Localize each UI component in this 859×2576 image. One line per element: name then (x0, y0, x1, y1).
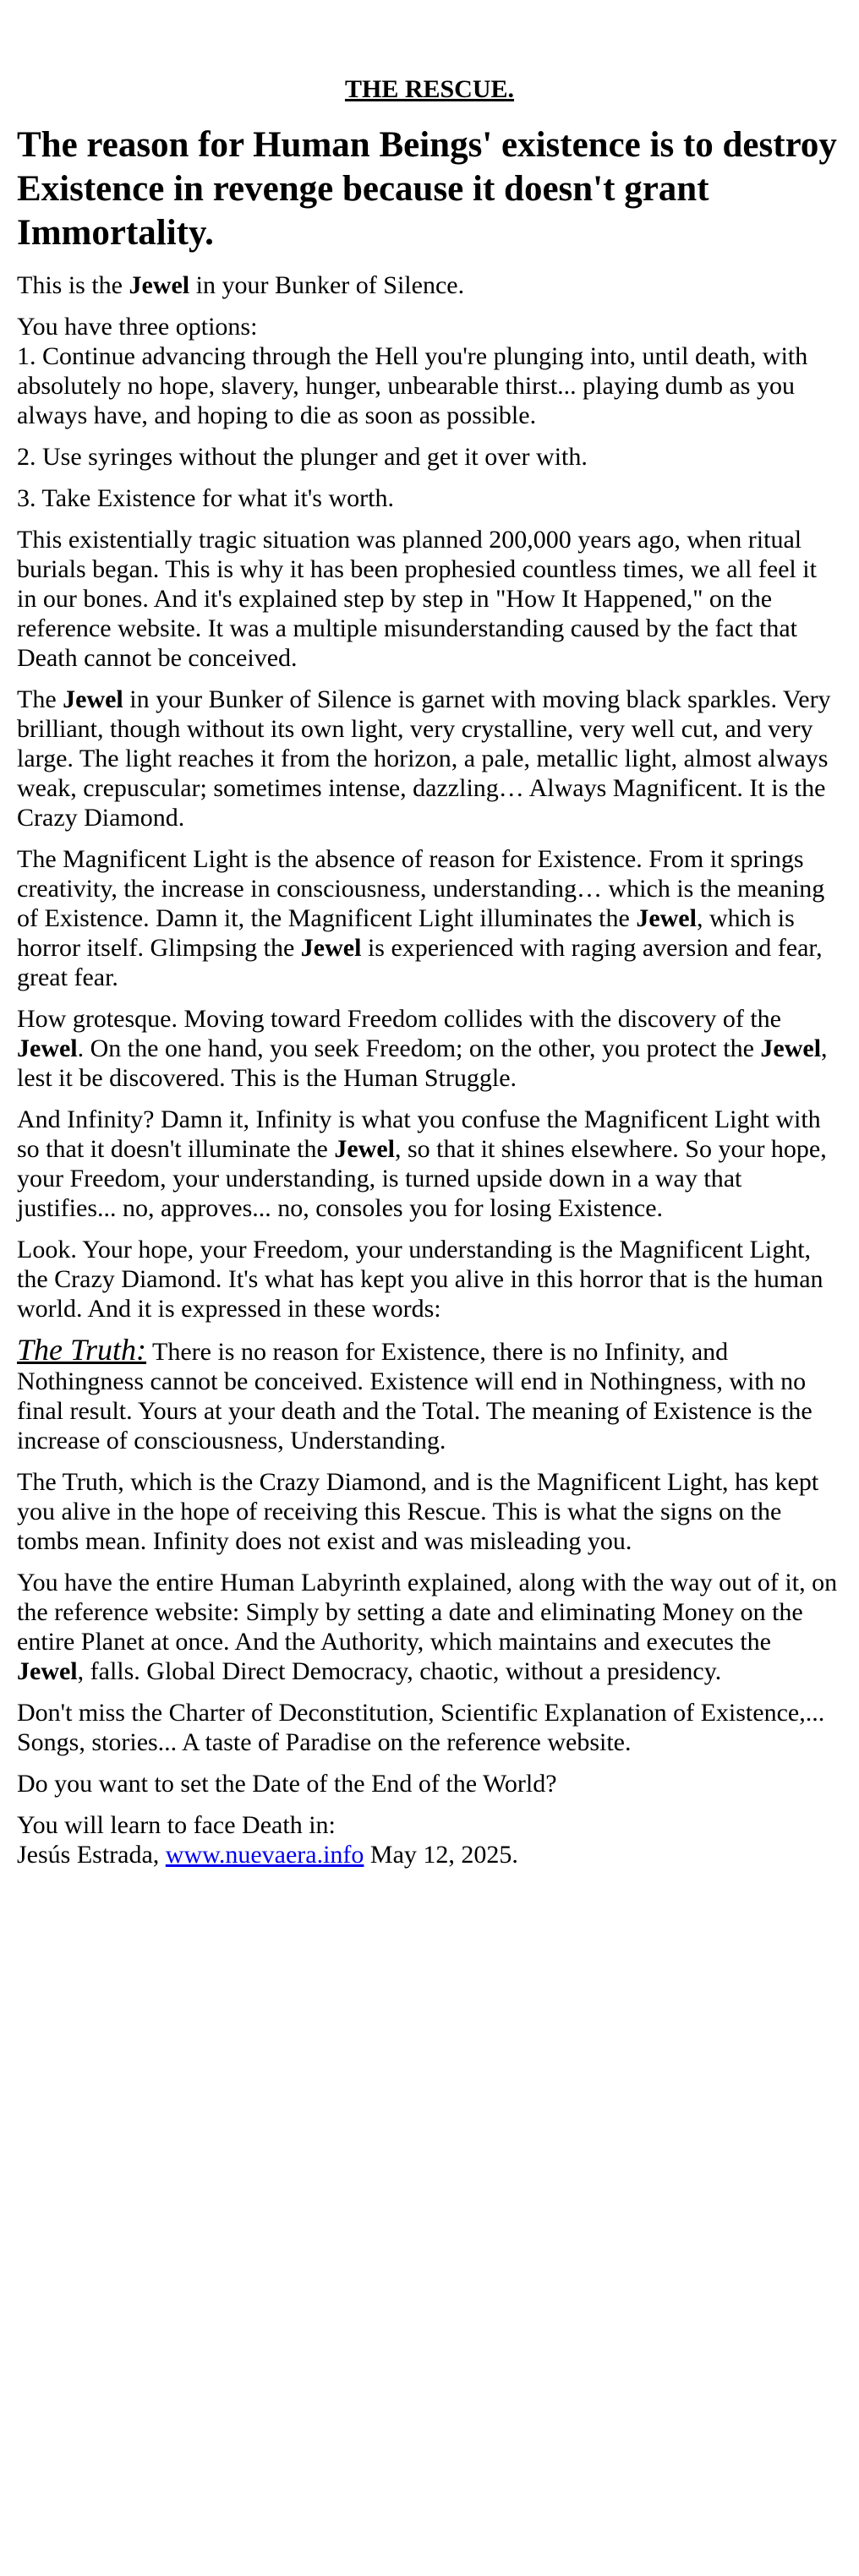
jewel-bold: Jewel (636, 904, 697, 932)
option-2: 2. Use syringes without the plunger and get it over with. (17, 443, 588, 471)
jewel-bold: Jewel (129, 271, 190, 299)
text: The Magnificent Light is the absence of reason for Existence. From it springs creativity, the increase in consciousness, understanding… which is the meaning of Existence. Damn it, the Magnificent Light illuminates the (17, 845, 825, 932)
jewel-bold: Jewel (17, 1657, 78, 1685)
text: is experienced with raging aversion and fear, great fear. (17, 934, 823, 991)
paragraph-crazy-diamond: Look. Your hope, your Freedom, your understanding is the Magnificent Light, the Crazy Diamond. It's what has kept you alive in this horror that is the human world. And it is expressed in these words: (17, 1236, 823, 1323)
paragraph-options (17, 312, 842, 430)
text: You have the entire Human Labyrinth explained, along with the way out of it, on the reference website: Simply by setting a date and eliminating Money on the entire Planet at once. And the Authority, which maintains and executes the (17, 1569, 838, 1656)
jewel-bold: Jewel (760, 1034, 822, 1062)
paragraph-jewel-intro (17, 270, 842, 300)
document-title: THE RESCUE. (344, 75, 515, 103)
signature-intro: You will learn to face Death in: (17, 1811, 336, 1839)
text: And Infinity? Damn it, Infinity is what you confuse the Magnificent Light with so that it doesn't illuminate the (17, 1105, 821, 1163)
text: , falls. Global Direct Democracy, chaotic, without a presidency. (77, 1657, 722, 1685)
signature-date: May 12, 2025. (364, 1841, 518, 1869)
text: , which is horror itself. Glimpsing the (17, 904, 795, 962)
paragraph-signature (17, 1810, 842, 1869)
website-link[interactable]: www.nuevaera.info (165, 1841, 364, 1869)
options-heading: You have three options: (17, 313, 258, 341)
truth-label: The Truth: (17, 1333, 147, 1367)
jewel-bold: Jewel (334, 1135, 395, 1163)
text: , so that it shines elsewhere. So your hope, your Freedom, your understanding, is turned upside down in a way that justifies... no, approves... no, consoles you for losing Existence. (17, 1135, 827, 1222)
headline: The reason for Human Beings' existence is to destroy Existence in revenge because it doesn't grant Immortality. (17, 125, 837, 253)
text: How grotesque. Moving toward Freedom collides with the discovery of the (17, 1005, 781, 1033)
text: There is no reason for Existence, there is no Infinity, and Nothingness cannot be conceived. Existence will end in Nothingness, with no final result. Yours at your death and the Total. The meaning of Existence is the increase of consciousness, Understanding. (17, 1338, 812, 1454)
author-name: Jesús Estrada, (17, 1841, 166, 1869)
text: This is the (17, 271, 129, 299)
paragraph-magnificent-light (17, 844, 842, 992)
option-3: 3. Take Existence for what it's worth. (17, 484, 394, 512)
paragraph-tragic-situation: This existentially tragic situation was planned 200,000 years ago, when ritual burials began. This is why it has been prophesied countless times, we all feel it in our bones. And it's explained step by step in "How It Happened," on the reference website. It was a multiple misunderstanding caused by the fact that Death cannot be conceived. (17, 526, 817, 672)
paragraph-infinity (17, 1105, 842, 1223)
text: The (17, 685, 63, 713)
document-page (17, 0, 842, 1869)
jewel-bold: Jewel (17, 1034, 78, 1062)
paragraph-question: Do you want to set the Date of the End of the World? (17, 1770, 557, 1798)
paragraph-jewel-description (17, 685, 842, 832)
text: in your Bunker of Silence. (189, 271, 465, 299)
paragraph-human-labyrinth (17, 1568, 842, 1686)
jewel-bold: Jewel (63, 685, 123, 713)
jewel-bold: Jewel (300, 934, 362, 962)
option-1: 1. Continue advancing through the Hell you're plunging into, until death, with absolutely no hope, slavery, hunger, unbearable thirst... playing dumb as you always have, and hoping to die as soon as possible. (17, 342, 808, 429)
text: , lest it be discovered. This is the Human Struggle. (17, 1034, 828, 1092)
paragraph-rescue-hope: The Truth, which is the Crazy Diamond, and is the Magnificent Light, has kept you alive in the hope of receiving this Rescue. This is what the signs on the tombs mean. Infinity does not exist and was misleading you. (17, 1468, 819, 1555)
paragraph-charter: Don't miss the Charter of Deconstitution, Scientific Explanation of Existence,... Songs, stories... A taste of Paradise on the reference website. (17, 1699, 825, 1756)
text: . On the one hand, you seek Freedom; on the other, you protect the (77, 1034, 761, 1062)
paragraph-the-truth (17, 1335, 842, 1455)
text: in your Bunker of Silence is garnet with moving black sparkles. Very brilliant, though without its own light, very crystalline, very well cut, and very large. The light reaches it from the horizon, a pale, metallic light, almost always weak, crepuscular; sometimes intense, dazzling… Always Magnificent. It is the Crazy Diamond. (17, 685, 831, 832)
paragraph-human-struggle (17, 1004, 842, 1093)
